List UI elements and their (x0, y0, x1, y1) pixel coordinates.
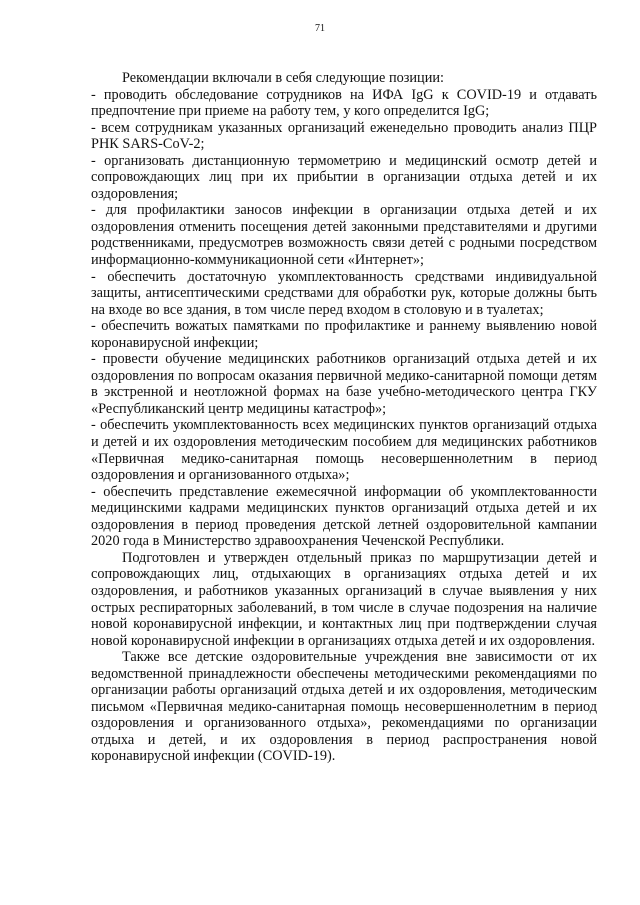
recommendation-item: - обеспечить представление ежемесячной информации об укомплектованности медицинскими кадрами медицинских пунктов организаций отдыха детей и их оздоровления в период проведения детской летней оздоровительной кампании 2020 года в Министерство здравоохранения Чеченской Республики. (91, 483, 597, 550)
recommendation-item: - организовать дистанционную термометрию и медицинский осмотр детей и сопровождающих лиц при их прибытии в организации отдыха детей и их оздоровления; (91, 152, 597, 202)
recommendation-item: - обеспечить вожатых памятками по профилактике и раннему выявлению новой коронавирусной инфекции; (91, 318, 597, 351)
recommendation-item: - провести обучение медицинских работников организаций отдыха детей и их оздоровления по вопросам оказания первичной медико-санитарной помощи детям в экстренной и неотложной формах на базе учебно-методического центра ГКУ «Республиканский центр медицины катастроф»; (91, 351, 597, 417)
recommendation-item: - для профилактики заносов инфекции в организации отдыха детей и их оздоровления отменить посещения детей законными представителями и другими родственниками, предусмотрев возможность связи детей с родными посредством информационно-коммуникационной сети «Интернет»; (91, 202, 597, 269)
recommendation-item: - проводить обследование сотрудников на ИФА IgG к COVID-19 и отдавать предпочтение при приеме на работу тем, у кого определится IgG; (91, 86, 597, 120)
methodical-recommendations-paragraph: Также все детские оздоровительные учреждения вне зависимости от их ведомственной принадлежности обеспечены методическими рекомендациями по организации работы организаций отдыха детей и их оздоровления, методическим письмом «Первичная медико-санитарная помощь несовершеннолетним в период оздоровления и организованного отдыха», рекомендациями по организации отдыха и детей, и их оздоровления в период распространения новой коронавирусной инфекции (COVID-19). (91, 649, 597, 765)
recommendation-item: - всем сотрудникам указанных организаций еженедельно проводить анализ ПЦР РНК SARS-CoV-2; (91, 119, 597, 153)
recommendations-intro: Рекомендации включали в себя следующие позиции: (122, 70, 444, 86)
routing-order-paragraph: Подготовлен и утвержден отдельный приказ по маршрутизации детей и сопровождающих лиц, отдыхающих в организациях отдыха детей и их оздоровления, и работников указанных организаций в случае выявления у них острых респираторных заболеваний, в том числе в случае подозрения на наличие новой коронавирусной инфекции, и контактных лиц при подтверждении случая новой коронавирусной инфекции в организациях отдыха детей и их оздоровления. (91, 549, 597, 649)
recommendation-item: - обеспечить достаточную укомплектованность средствами индивидуальной защиты, антисептическими средствами для обработки рук, которые должны быть на входе во все здания, в том числе перед входом в столовую и в туалетах; (91, 268, 597, 318)
document-body (91, 70, 597, 765)
recommendation-item: - обеспечить укомплектованность всех медицинских пунктов организаций отдыха и детей и их оздоровления методическим пособием для медицинских работников «Первичная медико-санитарная помощь несовершеннолетним в период оздоровления и организованного отдыха»; (91, 417, 597, 484)
page-number: 71 (315, 23, 325, 34)
